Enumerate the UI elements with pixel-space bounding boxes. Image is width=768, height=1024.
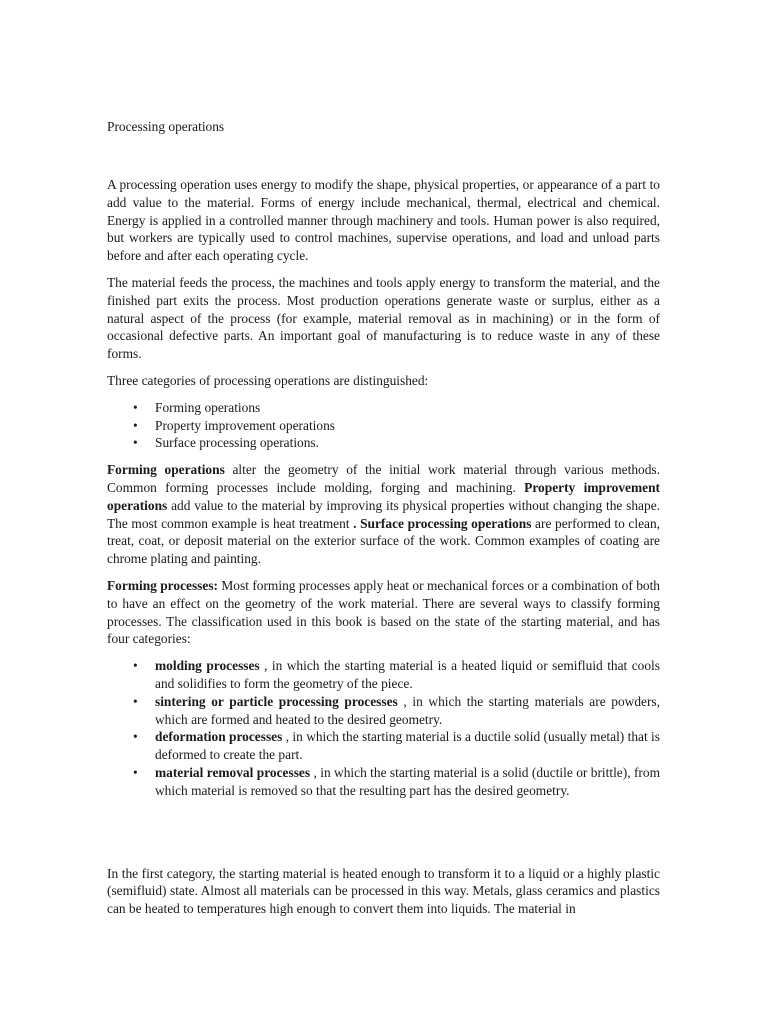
term-surface-processing: . Surface processing operations bbox=[353, 515, 532, 531]
list-item: • deformation processes , in which the starting material is a ductile solid (usually metal) that is deformed to create the part. bbox=[155, 728, 660, 764]
term-property-improvement: Property improvement operations bbox=[107, 479, 660, 513]
list-item: • Property improvement operations bbox=[155, 417, 660, 435]
paragraph-first-category: In the first category, the starting material is heated enough to transform it to a liquid or a highly plastic (semifluid) state. Almost all materials can be processed in this way. Metals, glass ceramics and plastics can be heated to temperatures high enough to convert them into liquids. The material in bbox=[107, 865, 660, 917]
paragraph-intro: A processing operation uses energy to modify the shape, physical properties, or appearance of a part to add value to the material. Forms of energy include mechanical, thermal, electrical and chemical. Energy is applied in a controlled manner through machinery and tools. Human power is also required, but workers are typically used to control machines, supervise operations, and load and unload parts before and after each operating cycle. bbox=[107, 177, 660, 264]
paragraph-material-flow: The material feeds the process, the machines and tools apply energy to transform the material, and the finished part exits the process. Most production operations generate waste or surplus, either as a natural aspect of the process (for example, material removal as in machining) or in the form of occasional defective parts. An important goal of manufacturing is to reduce waste in any of these forms. bbox=[107, 274, 660, 362]
categories-list bbox=[107, 399, 660, 452]
list-item: • Forming operations bbox=[155, 399, 660, 417]
document-title: Processing operations bbox=[107, 119, 225, 134]
list-item: • material removal processes , in which the starting material is a solid (ductile or brittle), from which material is removed so that the resulting part has the desired geometry. bbox=[155, 764, 660, 800]
document-page bbox=[107, 118, 660, 927]
term-forming-operations: Forming operations bbox=[107, 462, 225, 478]
list-item: • Surface processing operations. bbox=[155, 434, 660, 452]
spacer bbox=[107, 809, 660, 865]
list-item: • sintering or particle processing processes , in which the starting materials are powders, which are formed and heated to the desired geometry. bbox=[155, 693, 660, 729]
list-item: • molding processes , in which the starting material is a heated liquid or semifluid that cools and solidifies to form the geometry of the piece. bbox=[155, 657, 660, 693]
forming-processes-list bbox=[107, 657, 660, 799]
paragraph-forming-processes: Forming processes: Most forming processes apply heat or mechanical forces or a combination of both to have an effect on the geometry of the work material. There are several ways to classify forming processes. The classification used in this book is based on the state of the starting material, and has four categories: bbox=[107, 577, 660, 647]
paragraph-categories-intro: Three categories of processing operations are distinguished: bbox=[107, 372, 429, 388]
term-forming-processes: Forming processes: bbox=[107, 577, 218, 593]
paragraph-operations-definitions: Forming operations alter the geometry of the initial work material through various methods. Common forming processes include molding, forging and machining. Property improvement operations add value to the material by improving its physical properties without changing the shape. The most common example is heat treatment . Surface processing operations are performed to clean, treat, coat, or deposit material on the exterior surface of the work. Common examples of coating are chrome plating and painting. bbox=[107, 462, 661, 567]
